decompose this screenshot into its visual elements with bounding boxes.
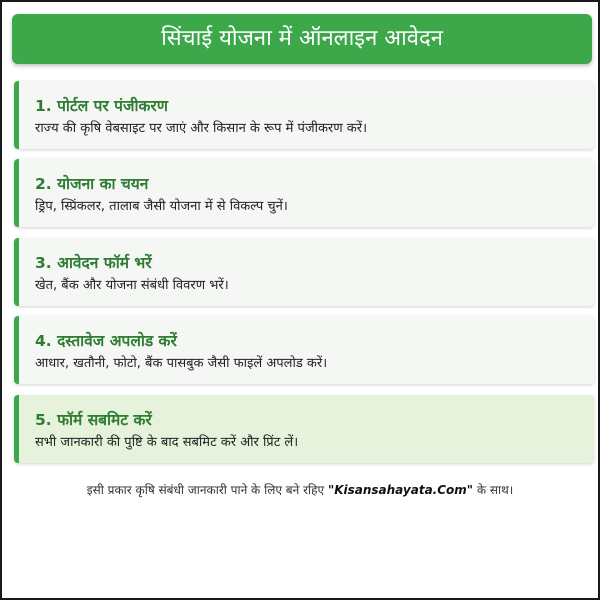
step-card-3: [14, 238, 594, 306]
page-title: सिंचाई योजना में ऑनलाइन आवेदन: [161, 26, 443, 51]
step-card-4: [14, 316, 594, 384]
step-card-1: [14, 81, 594, 149]
step-description: आधार, खतौनी, फोटो, बैंक पासबुक जैसी फाइलें अपलोड करें।: [35, 356, 328, 371]
step-card-2: [14, 159, 594, 227]
step-description: सभी जानकारी की पुष्टि के बाद सबमिट करें और प्रिंट लें।: [35, 435, 299, 450]
step-title: 1. पोर्टल पर पंजीकरण: [35, 97, 168, 115]
footer-note: [2, 481, 598, 498]
step-title: 3. आवेदन फॉर्म भरें: [35, 254, 152, 272]
step-title: 4. दस्तावेज अपलोड करें: [35, 332, 177, 350]
step-description: राज्य की कृषि वेबसाइट पर जाएं और किसान के रूप में पंजीकरण करें।: [35, 121, 368, 136]
step-description: ड्रिप, स्प्रिंकलर, तालाब जैसी योजना में से विकल्प चुनें।: [35, 199, 288, 214]
footer-prefix: इसी प्रकार कृषि संबंधी जानकारी पाने के लिए बने रहिए: [86, 483, 328, 497]
step-title: 5. फॉर्म सबमिट करें: [35, 411, 152, 429]
step-description: खेत, बैंक और योजना संबंधी विवरण भरें।: [35, 278, 229, 293]
footer-suffix: के साथ।: [473, 483, 514, 497]
page-title-banner: [12, 14, 592, 64]
step-title: 2. योजना का चयन: [35, 175, 149, 193]
step-card-5: [14, 395, 594, 463]
footer-brand-link: "Kisansahayata.Com": [327, 483, 474, 497]
